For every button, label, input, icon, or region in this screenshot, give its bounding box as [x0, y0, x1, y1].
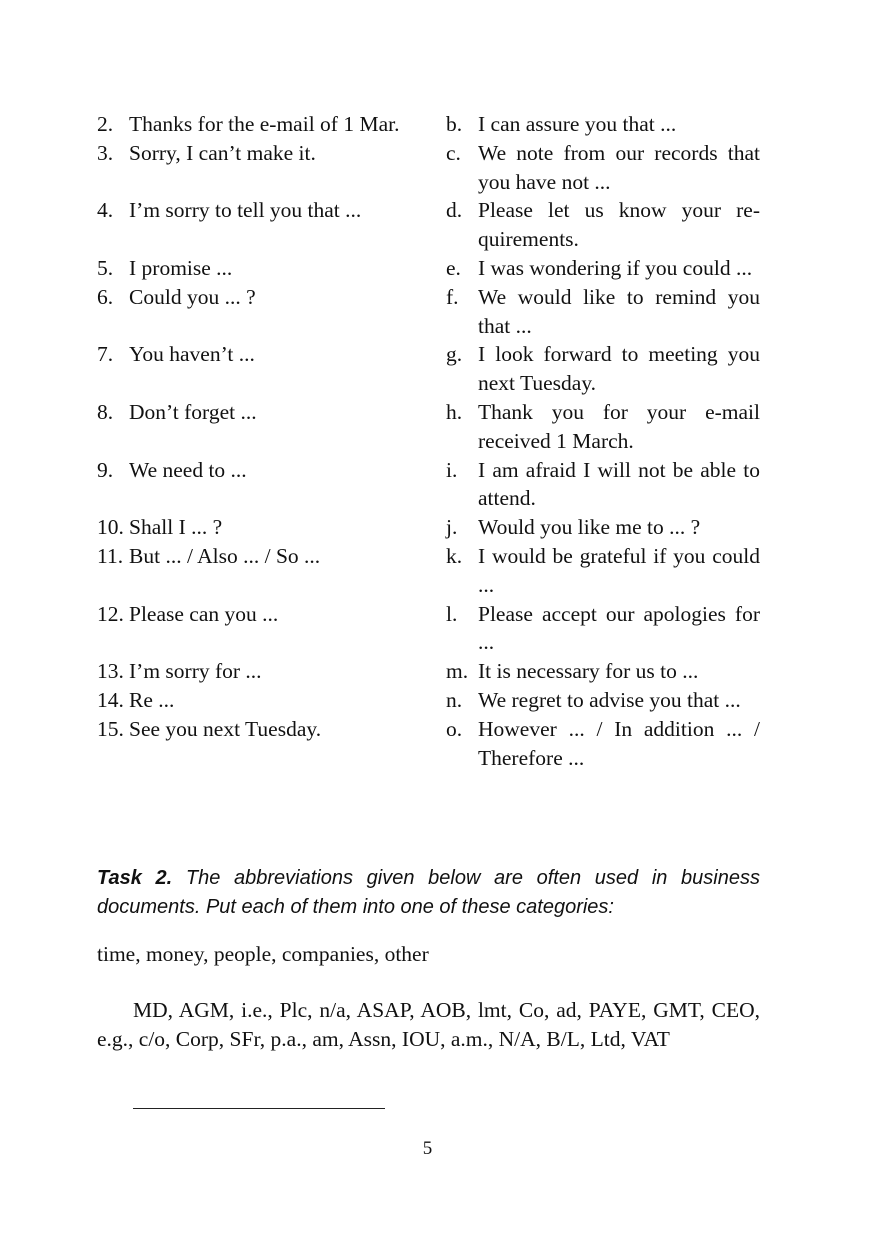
formal-phrase-number: m. — [446, 659, 469, 684]
formal-phrase-number: o. — [446, 716, 463, 741]
informal-phrase-text: Please can you ... — [129, 601, 279, 626]
categories-list: time, money, people, companies, other — [97, 942, 429, 966]
formal-phrase-number: e. — [446, 255, 461, 280]
informal-phrase-number: 10. — [97, 515, 124, 540]
footnote-rule — [133, 1108, 385, 1109]
informal-phrase-text: Could you ... ? — [129, 284, 256, 309]
informal-phrase-text: Thanks for the e-mail of 1 Mar. — [129, 112, 400, 136]
formal-phrase-text: Would you like me to ... ? — [478, 515, 701, 540]
formal-phrase-text: I was wondering if you could ... — [478, 255, 753, 280]
formal-phrase-text: Thank you for your e-mail received 1 March. — [478, 399, 760, 453]
matching-row — [97, 283, 760, 341]
formal-phrase-number: c. — [446, 140, 461, 165]
matching-exercise — [97, 110, 760, 772]
formal-phrase-number: k. — [446, 543, 463, 568]
matching-row — [97, 398, 760, 456]
formal-phrase-number: h. — [446, 399, 463, 424]
formal-phrase-number: f. — [446, 284, 459, 309]
formal-phrase — [446, 254, 760, 283]
abbreviations-paragraph: MD, AGM, i.e., Plc, n/a, ASAP, AOB, lmt, Co, ad, PAYE, GMT, CEO, e.g., c/o, Corp, SFr, p.a., am, Assn, IOU, a.m., N/A, B/L, Ltd, VAT — [97, 998, 760, 1051]
formal-phrase — [446, 542, 760, 600]
formal-phrase-text: Please accept our apologies for ... — [478, 601, 760, 655]
informal-phrase-number: 9. — [97, 457, 114, 482]
matching-row — [97, 456, 760, 514]
formal-phrase-text: I can assure you that ... — [478, 112, 677, 136]
matching-row — [97, 254, 760, 283]
formal-phrase-number: g. — [446, 342, 463, 367]
informal-phrase-number: 15. — [97, 716, 124, 741]
formal-phrase — [446, 600, 760, 658]
formal-phrase-number: b. — [446, 112, 463, 136]
informal-phrase — [97, 398, 411, 456]
formal-phrase-number: l. — [446, 601, 458, 626]
informal-phrase-number: 14. — [97, 687, 124, 712]
task-text: The abbreviations given below are often used in business documents. Put each of them into one of these categories: — [97, 867, 760, 918]
informal-phrase — [97, 542, 411, 600]
informal-phrase-number: 7. — [97, 342, 114, 367]
page-number: 5 — [422, 1138, 433, 1159]
informal-phrase — [97, 283, 411, 341]
matching-row — [97, 686, 760, 715]
matching-row — [97, 513, 760, 542]
informal-phrase — [97, 657, 411, 686]
informal-phrase-number: 11. — [97, 543, 124, 568]
formal-phrase — [446, 513, 760, 542]
formal-phrase-text: We would like to remind you that ... — [478, 284, 760, 338]
formal-phrase — [446, 340, 760, 398]
formal-phrase-number: n. — [446, 687, 463, 712]
informal-phrase-number: 8. — [97, 399, 114, 424]
informal-phrase — [97, 686, 411, 715]
matching-row — [97, 542, 760, 600]
informal-phrase-text: Don’t forget ... — [129, 399, 257, 424]
informal-phrase — [97, 513, 411, 542]
formal-phrase — [446, 686, 760, 715]
formal-phrase — [446, 110, 760, 139]
informal-phrase-text: You haven’t ... — [129, 342, 255, 367]
matching-row — [97, 110, 760, 139]
matching-row — [97, 196, 760, 254]
informal-phrase-text: I promise ... — [129, 255, 233, 280]
formal-phrase-text: However ... / In addition ... / Therefore ... — [478, 716, 760, 770]
formal-phrase — [446, 283, 760, 341]
task-2-instruction — [97, 864, 760, 921]
formal-phrase-text: It is necessary for us to ... — [478, 659, 699, 684]
informal-phrase-text: But ... / Also ... / So ... — [129, 543, 321, 568]
informal-phrase-number: 5. — [97, 255, 114, 280]
formal-phrase-number: i. — [446, 457, 458, 482]
formal-phrase — [446, 398, 760, 456]
formal-phrase-text: I would be grateful if you could ... — [478, 543, 760, 597]
informal-phrase-text: See you next Tuesday. — [129, 716, 322, 741]
informal-phrase — [97, 139, 411, 197]
informal-phrase-number: 3. — [97, 140, 114, 165]
informal-phrase-text: Sorry, I can’t make it. — [129, 140, 316, 165]
informal-phrase — [97, 456, 411, 514]
formal-phrase-text: Please let us know your re-quirements. — [478, 198, 760, 252]
informal-phrase-text: Re ... — [129, 687, 175, 712]
formal-phrase — [446, 657, 760, 686]
formal-phrase-number: d. — [446, 198, 463, 223]
matching-row — [97, 600, 760, 658]
informal-phrase-number: 12. — [97, 601, 124, 626]
matching-row — [97, 657, 760, 686]
formal-phrase-text: We note from our records that you have not ... — [478, 140, 760, 194]
formal-phrase-text: We regret to advise you that ... — [478, 687, 741, 712]
informal-phrase — [97, 254, 411, 283]
informal-phrase-text: I’m sorry to tell you that ... — [129, 198, 362, 223]
informal-phrase-text: I’m sorry for ... — [129, 659, 262, 684]
informal-phrase-number: 13. — [97, 659, 124, 684]
formal-phrase — [446, 715, 760, 773]
matching-row — [97, 340, 760, 398]
matching-row — [97, 139, 760, 197]
informal-phrase-number: 2. — [97, 112, 114, 136]
formal-phrase — [446, 456, 760, 514]
informal-phrase-text: Shall I ... ? — [129, 515, 223, 540]
formal-phrase-number: j. — [446, 515, 458, 540]
informal-phrase-number: 6. — [97, 284, 114, 309]
formal-phrase — [446, 196, 760, 254]
informal-phrase — [97, 715, 411, 773]
informal-phrase — [97, 110, 411, 139]
informal-phrase — [97, 600, 411, 658]
informal-phrase — [97, 340, 411, 398]
informal-phrase-number: 4. — [97, 198, 114, 223]
formal-phrase-text: I am afraid I will not be able to attend. — [478, 457, 760, 511]
informal-phrase-text: We need to ... — [129, 457, 247, 482]
formal-phrase-text: I look forward to meeting you next Tuesday. — [478, 342, 760, 396]
task-label: Task 2. — [97, 867, 173, 889]
matching-row — [97, 715, 760, 773]
informal-phrase — [97, 196, 411, 254]
formal-phrase — [446, 139, 760, 197]
